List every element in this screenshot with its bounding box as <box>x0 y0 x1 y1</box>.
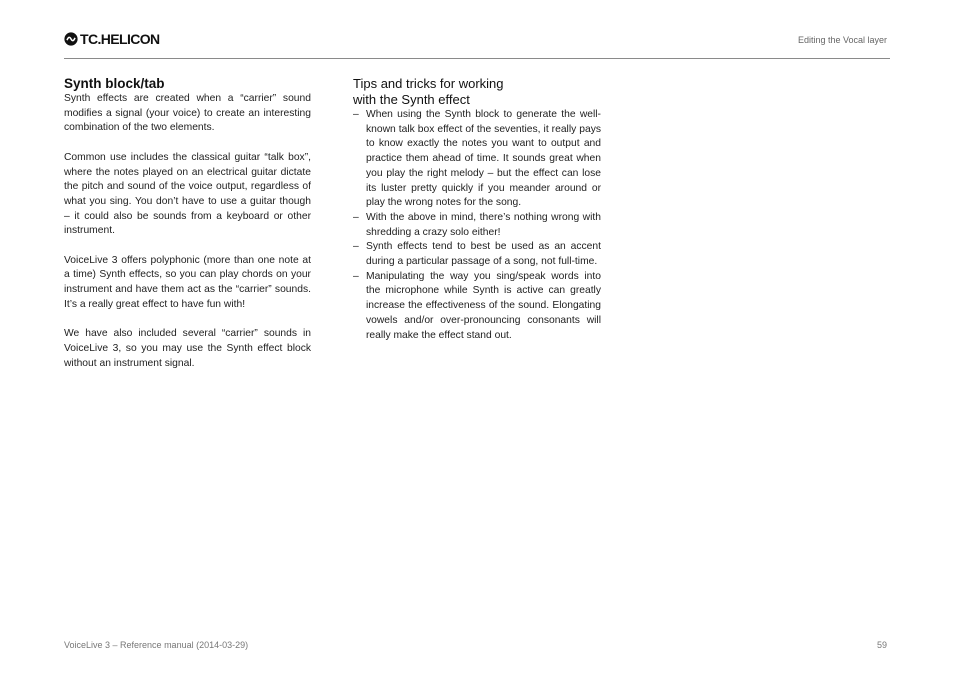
bullet-dash: – <box>353 211 359 223</box>
bullet-dash: – <box>353 270 359 282</box>
synth-paragraph: Synth effects are created when a “carrier” sound modifies a signal (your voice) to create an interesting combination of the two elements. <box>64 93 311 134</box>
list-item <box>353 211 601 240</box>
tc-helicon-logo <box>64 31 160 47</box>
tip-text: With the above in mind, there’s nothing wrong with shredding a crazy solo either! <box>366 211 601 238</box>
list-item <box>353 270 601 344</box>
section-title: Editing the Vocal layer <box>797 35 887 45</box>
bullet-dash: – <box>353 241 359 253</box>
synth-paragraph: Common use includes the classical guitar “talk box”, where the notes played on an electrical guitar dictate the pitch and sound of the voice output, regardless of what you sing. You don’t have to use a guitar though – it could also be sounds from a keyboard or other instrument. <box>64 151 311 237</box>
page-number: 59 <box>876 640 887 650</box>
tips-column <box>353 76 601 343</box>
tc-helicon-logo-mark-icon <box>64 32 78 46</box>
tip-text: When using the Synth block to generate the well-known talk box effect of the seventies, it really pays to know exactly the notes you want to output and practice them ahead of time. It sounds great when you play the right melody – but the effect can lose its luster pretty quickly if you meander around or play the wrong notes for the song. <box>366 109 601 209</box>
synth-block-column <box>64 76 311 371</box>
tips-heading-line2: with the Synth effect <box>353 92 470 107</box>
header-divider <box>64 58 890 59</box>
tips-list <box>353 108 601 343</box>
tip-text: Synth effects tend to best be used as an accent during a particular passage of a song, not full-time. <box>366 241 601 268</box>
synth-paragraph: We have also included several “carrier” sounds in VoiceLive 3, so you may use the Synth effect block without an instrument signal. <box>64 328 311 369</box>
list-item <box>353 240 601 269</box>
footer-document-title: VoiceLive 3 – Reference manual (2014-03-29) <box>64 640 249 650</box>
tip-text: Manipulating the way you sing/speak words into the microphone while Synth is active can greatly increase the effectiveness of the sound. Elongating vowels and/or over-pronouncing consonants will really make the effect stand out. <box>366 270 601 341</box>
tips-heading-line1: Tips and tricks for working <box>353 76 504 91</box>
bullet-dash: – <box>353 109 359 120</box>
synth-paragraph: VoiceLive 3 offers polyphonic (more than one note at a time) Synth effects, so you can play chords on your instrument and have them act as the “carrier” sounds. It’s a really great effect to have fun with! <box>64 254 311 310</box>
list-item <box>353 108 601 211</box>
logo-wordmark: TC.HELICON <box>80 31 160 47</box>
synth-block-heading: Synth block/tab <box>64 76 165 91</box>
tips-heading <box>353 76 601 108</box>
